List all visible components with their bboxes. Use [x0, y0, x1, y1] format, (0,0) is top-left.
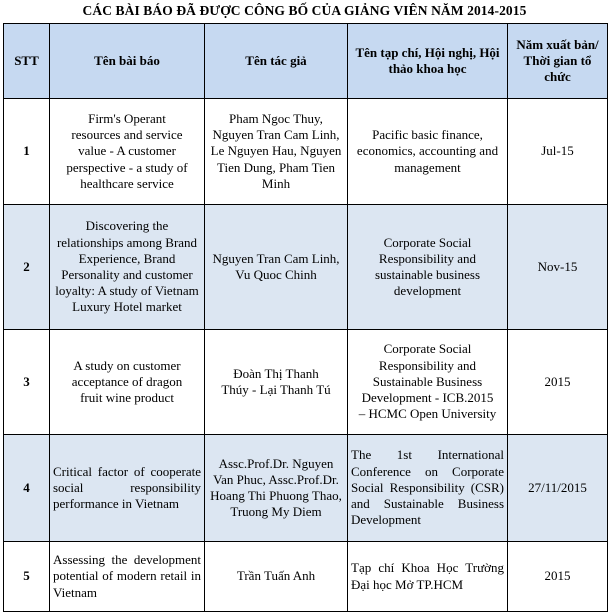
row-venue: Corporate Social Responsibility and Sustainable Business Development - ICB.2015 – HCMC Open University [348, 330, 508, 435]
publications-table [3, 23, 608, 612]
header-venue: Tên tạp chí, Hội nghị, Hội thảo khoa học [348, 24, 508, 99]
table-header-row [4, 24, 608, 99]
row-venue: Pacific basic finance, economics, accounting and management [348, 99, 508, 205]
row-venue: Tạp chí Khoa Học Trường Đại học Mở TP.HCM [348, 542, 508, 612]
row-stt: 1 [4, 99, 50, 205]
row-stt: 3 [4, 330, 50, 435]
row-authors: Đoàn Thị Thanh Thúy - Lại Thanh Tú [205, 330, 348, 435]
row-stt: 4 [4, 435, 50, 542]
row-paper-title: Firm's Operant resources and service value - A customer perspective - a study of healthcare service [50, 99, 205, 205]
row-year: Jul-15 [508, 99, 608, 205]
row-authors: Assc.Prof.Dr. Nguyen Van Phuc, Assc.Prof.Dr. Hoang Thi Phuong Thao, Truong My Diem [205, 435, 348, 542]
row-year: 27/11/2015 [508, 435, 608, 542]
row-year: 2015 [508, 542, 608, 612]
row-paper-title: Critical factor of cooperate social responsibility performance in Vietnam [50, 435, 205, 542]
table-row [4, 330, 608, 435]
header-paper-title: Tên bài báo [50, 24, 205, 99]
row-paper-title: Discovering the relationships among Brand Experience, Brand Personality and customer loyalty: A study of Vietnam Luxury Hotel market [50, 205, 205, 330]
row-authors: Trần Tuấn Anh [205, 542, 348, 612]
table-row [4, 99, 608, 205]
row-year: Nov-15 [508, 205, 608, 330]
row-authors: Pham Ngoc Thuy, Nguyen Tran Cam Linh, Le Nguyen Hau, Nguyen Tien Dung, Pham Tien Minh [205, 99, 348, 205]
row-venue: Corporate Social Responsibility and sustainable business development [348, 205, 508, 330]
header-authors: Tên tác giả [205, 24, 348, 99]
row-stt: 5 [4, 542, 50, 612]
header-stt: STT [4, 24, 50, 99]
row-stt: 2 [4, 205, 50, 330]
row-venue: The 1st International Conference on Corporate Social Responsibility (CSR) and Sustainable Business Development [348, 435, 508, 542]
document-title: CÁC BÀI BÁO ĐÃ ĐƯỢC CÔNG BỐ CỦA GIẢNG VIÊN NĂM 2014-2015 [82, 3, 527, 18]
header-year: Năm xuất bản/ Thời gian tổ chức [508, 24, 608, 99]
table-row [4, 542, 608, 612]
row-paper-title: Assessing the development potential of modern retail in Vietnam [50, 542, 205, 612]
table-row [4, 435, 608, 542]
row-year: 2015 [508, 330, 608, 435]
table-row [4, 205, 608, 330]
row-paper-title: A study on customer acceptance of dragon fruit wine product [50, 330, 205, 435]
row-authors: Nguyen Tran Cam Linh, Vu Quoc Chinh [205, 205, 348, 330]
